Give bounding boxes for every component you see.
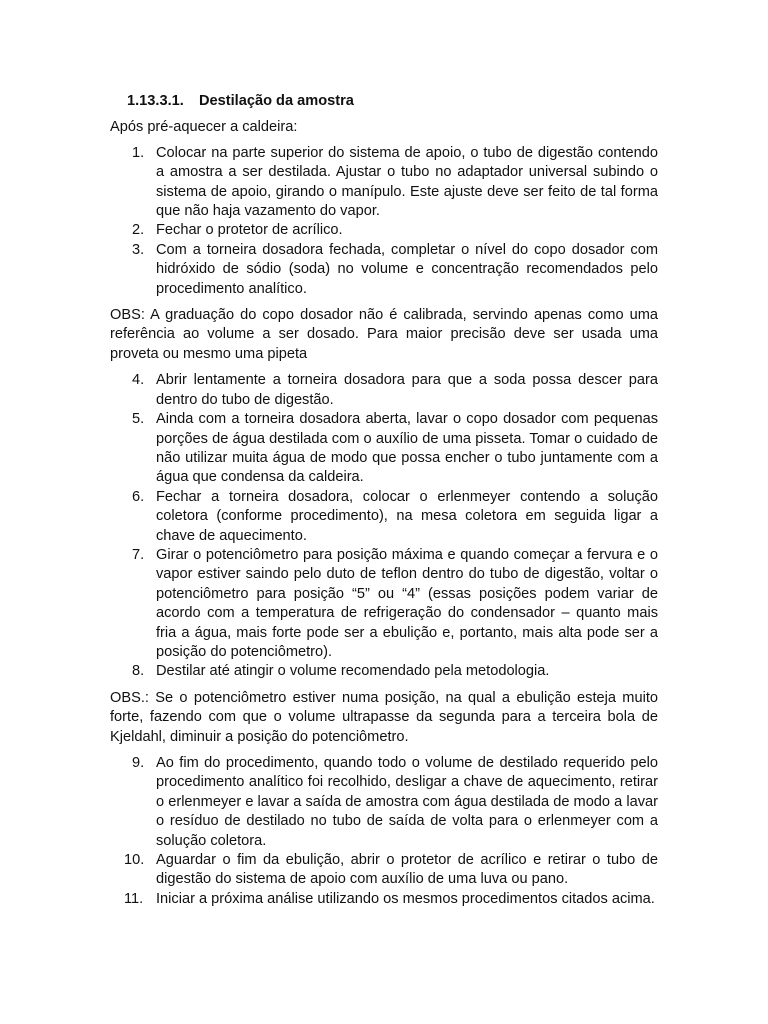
list-item [110, 241, 658, 299]
list-item-text: Ainda com a torneira dosadora aberta, lavar o copo dosador com pequenas porções de água destilada com o auxílio de uma pisseta. Tomar o cuidado de não utilizar muita água de modo que possa encher o tubo juntamente com a água que condensa da caldeira. [156, 411, 658, 486]
list-item-text: Abrir lentamente a torneira dosadora para que a soda possa descer para dentro do tubo de digestão. [156, 372, 658, 408]
list-item [110, 144, 658, 222]
section-heading [127, 92, 658, 111]
list-item-number: 8. [132, 663, 145, 680]
step-list-b [110, 371, 658, 682]
list-item-number: 1. [132, 144, 145, 161]
list-item-text: Aguardar o fim da ebulição, abrir o protetor de acrílico e retirar o tubo de digestão do sistema de apoio com auxílio de uma luva ou pano. [156, 852, 658, 888]
step-list-c [110, 754, 658, 909]
section-title: Destilação da amostra [199, 93, 354, 109]
list-item [110, 851, 658, 890]
observation-note-1: OBS: A graduação do copo dosador não é calibrada, servindo apenas como uma referência ao volume a ser dosado. Para maior precisão deve ser usada uma proveta ou mesmo uma pipeta [110, 307, 658, 362]
list-item-text: Colocar na parte superior do sistema de apoio, o tubo de digestão contendo a amostra a ser destilada. Ajustar o tubo no adaptador universal subindo o sistema de apoio, girando o manípulo. Este ajuste deve ser feito de tal forma que não haja vazamento do vapor. [156, 144, 658, 220]
list-item-number: 4. [132, 372, 145, 389]
list-item-number: 5. [132, 411, 145, 428]
list-item-text: Ao fim do procedimento, quando todo o volume de destilado requerido pelo procedimento analítico foi recolhido, desligar a chave de aquecimento, retirar o erlenmeyer e lavar a saída de amostra com água destilada de modo a lavar o resíduo de destilado no tubo de saída de volta para o erlenmeyer com a solução coletora. [156, 755, 658, 849]
list-item-number: 11. [124, 890, 144, 907]
list-item [110, 754, 658, 851]
list-item [110, 890, 658, 909]
list-item-text: Iniciar a próxima análise utilizando os mesmos procedimentos citados acima. [156, 890, 655, 907]
list-item-text: Fechar a torneira dosadora, colocar o erlenmeyer contendo a solução coletora (conforme procedimento), na mesa coletora em seguida ligar a chave de aquecimento. [156, 488, 658, 544]
list-item-text: Com a torneira dosadora fechada, completar o nível do copo dosador com hidróxido de sódio (soda) no volume e concentração recomendados pelo procedimento analítico. [156, 241, 658, 297]
list-item-number: 3. [132, 241, 145, 258]
list-item [110, 488, 658, 546]
section-number: 1.13.3.1. [127, 93, 184, 109]
intro-text: Após pré-aquecer a caldeira: [110, 119, 298, 136]
list-item [110, 546, 658, 662]
list-item-number: 10. [124, 852, 145, 869]
document-page [110, 92, 658, 909]
step-list-a [110, 144, 658, 299]
list-item [110, 221, 658, 240]
list-item-number: 2. [132, 222, 145, 239]
observation-note-2: OBS.: Se o potenciômetro estiver numa posição, na qual a ebulição esteja muito forte, fazendo com que o volume ultrapasse da segunda para a terceira bola de Kjeldahl, diminuir a posição do potenciômetro. [110, 689, 658, 745]
list-item [110, 410, 658, 488]
list-item-number: 9. [132, 755, 145, 771]
list-item-number: 6. [132, 488, 145, 505]
list-item-text: Fechar o protetor de acrílico. [156, 222, 343, 239]
list-item [110, 662, 658, 681]
list-item [110, 371, 658, 410]
list-item-text: Destilar até atingir o volume recomendado pela metodologia. [156, 663, 550, 680]
list-item-text: Girar o potenciômetro para posição máxima e quando começar a fervura e o vapor estiver saindo pelo duto de teflon dentro do tubo de digestão, voltar o potenciômetro para posição “5” ou “4” (essas posições podem variar de acordo com a temperatura de refrigeração do condensador – quanto mais fria a água, mais forte pode ser a ebulição e, portanto, mais alta pode ser a posição do potenciômetro). [156, 546, 658, 660]
list-item-number: 7. [132, 546, 145, 563]
